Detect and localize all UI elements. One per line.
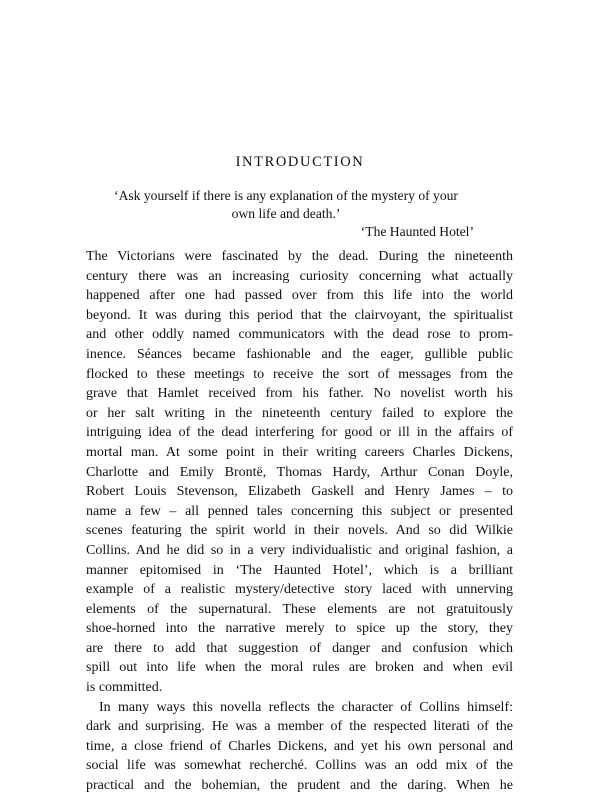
text-line: beyond. It was during this period that the clairvoyant, the spiritualist: [86, 307, 513, 323]
text-line: happened after one had passed over from this life into the world: [86, 288, 513, 304]
text-line: Collins. And he did so in a very individualistic and original fashion, a: [86, 542, 513, 558]
text-line: elements of the supernatural. These elements are not gratuitously: [86, 601, 513, 617]
text-line: mortal man. At some point in their writing careers Charles Dickens,: [86, 444, 513, 460]
text-line: In many ways this novella reflects the character of Collins himself:: [99, 699, 513, 715]
text-line: spill out into life when the moral rules are broken and when evil: [86, 660, 513, 676]
text-line: manner epitomised in ‘The Haunted Hotel’, which is a brilliant: [86, 562, 513, 578]
epigraph: [98, 187, 474, 241]
text-line: inence. Séances became fashionable and the eager, gullible public: [86, 346, 513, 362]
text-line: social life was somewhat recherché. Collins was an odd mix of the: [86, 758, 513, 774]
text-line: grave that Hamlet received from his father. No novelist worth his: [86, 386, 513, 402]
text-line: scenes featuring the spirit world in their novels. And so did Wilkie: [86, 523, 513, 539]
text-line: flocked to these meetings to receive the sort of messages from the: [86, 366, 513, 382]
text-line: is committed.: [86, 680, 163, 696]
body-text: [86, 247, 513, 796]
paragraph-2: [86, 698, 513, 796]
text-line: Charlotte and Emily Brontë, Thomas Hardy, Arthur Conan Doyle,: [86, 464, 513, 480]
text-line: practical and the bohemian, the prudent and the daring. When he: [86, 778, 513, 794]
text-line: name a few – all penned tales concerning this subject or presented: [86, 503, 513, 519]
text-line: example of a realistic mystery/detective story laced with unnerving: [86, 582, 513, 598]
epigraph-quote-line-1: ‘Ask yourself if there is any explanation of the mystery of your: [114, 188, 458, 203]
text-line: or her salt writing in the nineteenth century failed to explore the: [86, 405, 513, 421]
epigraph-source: ‘The Haunted Hotel’: [360, 224, 474, 239]
text-line: are there to add that suggestion of danger and confusion which: [86, 640, 513, 656]
epigraph-quote-line-2: own life and death.’: [231, 206, 341, 221]
paragraph-1: [86, 247, 513, 698]
text-line: century there was an increasing curiosity concerning what actually: [86, 268, 513, 284]
text-line: intriguing idea of the dead interfering for good or ill in the affairs of: [86, 425, 513, 441]
text-line: time, a close friend of Charles Dickens, and yet his own personal and: [86, 738, 513, 754]
text-line: Robert Louis Stevenson, Elizabeth Gaskell and Henry James – to: [86, 484, 513, 500]
text-line: and other oddly named communicators with the dead rose to prom-: [86, 327, 513, 343]
text-line: dark and surprising. He was a member of the respected literati of the: [86, 719, 513, 735]
chapter-heading: INTRODUCTION: [235, 154, 365, 170]
text-line: shoe-horned into the narrative merely to spice up the story, they: [86, 621, 513, 637]
text-line: The Victorians were fascinated by the dead. During the nineteenth: [86, 249, 513, 264]
